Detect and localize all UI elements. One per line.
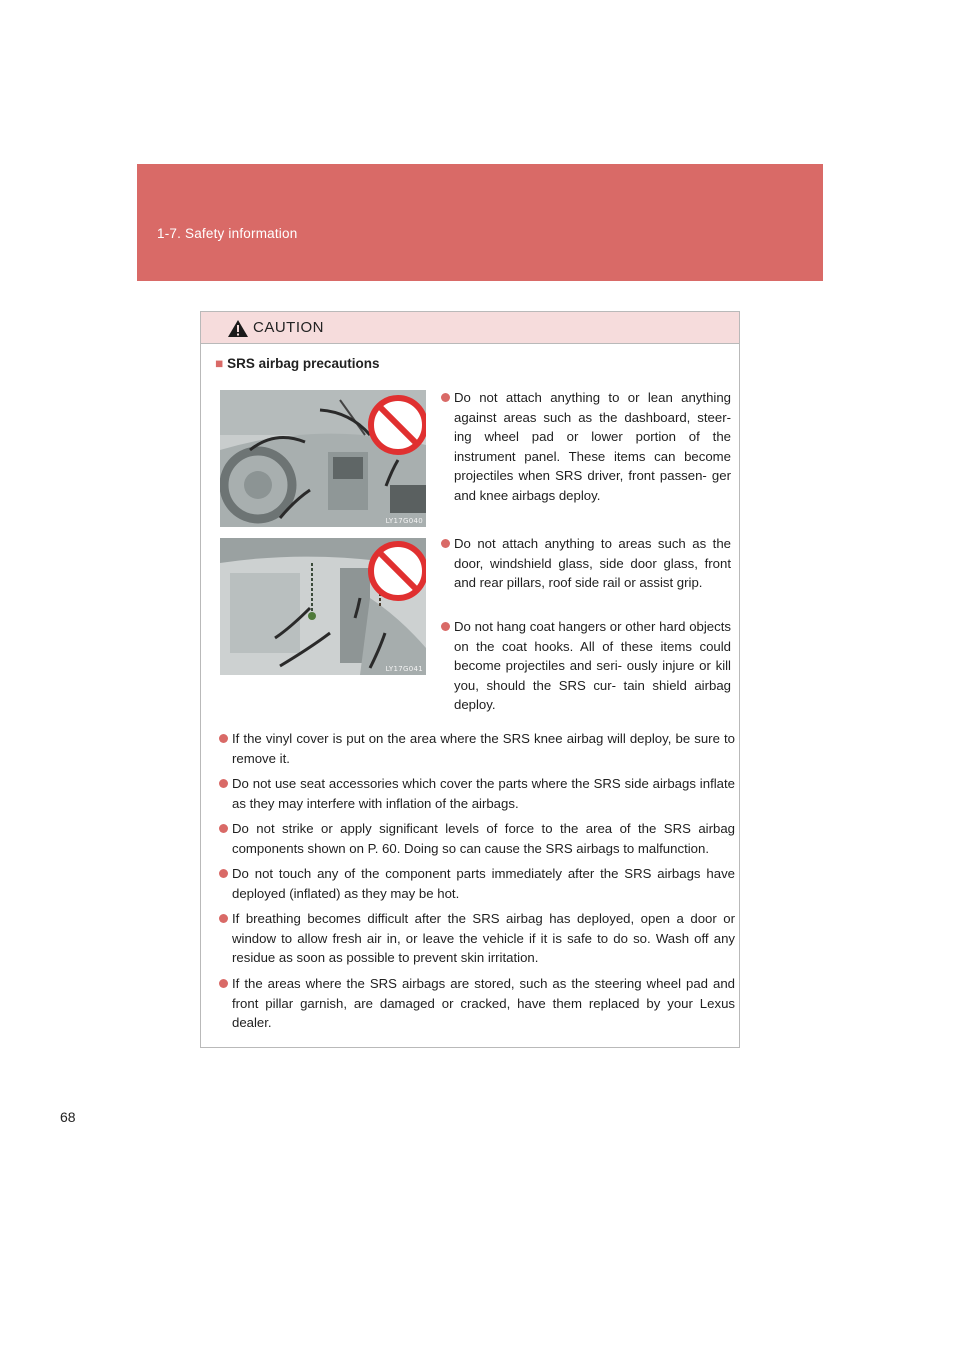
bullet-dot-icon <box>441 622 450 631</box>
list-item: Do not hang coat hangers or other hard objects on the coat hooks. All of these items could become projectiles and seri- ously injure or kill you, should the SRS cur- tain shield airbag deploy. <box>441 617 731 715</box>
illustration-dashboard <box>220 390 426 527</box>
subheading <box>215 356 379 371</box>
prohibition-sign-icon <box>371 544 425 598</box>
warning-triangle-icon <box>227 319 249 338</box>
bullet-dot-icon <box>219 869 228 878</box>
dashboard-drawing <box>220 390 426 527</box>
bullet-dot-icon <box>219 914 228 923</box>
illustration-code: LY17G040 <box>385 517 423 525</box>
list-item: Do not attach anything to areas such as the door, windshield glass, side door glass, front and rear pillars, roof side rail or assist grip. <box>441 534 731 593</box>
pillars-drawing <box>220 538 426 675</box>
list-item: Do not strike or apply significant levels of force to the area of the SRS airbag components shown on P. 60. Doing so can cause the SRS airbags to malfunction. <box>219 819 735 858</box>
header-band <box>137 164 823 281</box>
caution-title: CAUTION <box>253 319 324 336</box>
page-number: 68 <box>60 1109 76 1125</box>
list-item: If the areas where the SRS airbags are stored, such as the steering wheel pad and front pillar garnish, are damaged or cracked, have them replaced by your Lexus dealer. <box>219 974 735 1033</box>
bullet-dot-icon <box>441 539 450 548</box>
section-title: 1-7. Safety information <box>157 226 298 241</box>
caution-header <box>201 312 739 344</box>
list-item: Do not touch any of the component parts immediately after the SRS airbags have deployed (inflated) as they may be hot. <box>219 864 735 903</box>
square-bullet-icon: ■ <box>215 356 224 371</box>
illustration-code: LY17G041 <box>385 665 423 673</box>
list-item: If the vinyl cover is put on the area where the SRS knee airbag will deploy, be sure to remove it. <box>219 729 735 768</box>
bullet-dot-icon <box>219 824 228 833</box>
list-item: If breathing becomes difficult after the SRS airbag has deployed, open a door or window to allow fresh air in, or leave the vehicle if it is safe to do so. Wash off any residue as soon as possible to prevent skin irritation. <box>219 909 735 968</box>
bullet-dot-icon <box>219 979 228 988</box>
illustration-pillars <box>220 538 426 675</box>
list-item: Do not attach anything to or lean anything against areas such as the dashboard, steer- ing wheel pad or lower portion of the instrument panel. These items can become projectiles when SRS driver, front passen- ger and knee airbags deploy. <box>441 388 731 506</box>
bullet-dot-icon <box>441 393 450 402</box>
bullet-dot-icon <box>219 779 228 788</box>
bullet-dot-icon <box>219 734 228 743</box>
caution-box <box>200 311 740 1048</box>
list-item: Do not use seat accessories which cover the parts where the SRS side airbags inflate as they may interfere with inflation of the airbags. <box>219 774 735 813</box>
subheading-text: SRS airbag precautions <box>227 356 380 371</box>
prohibition-sign-icon <box>371 398 425 452</box>
